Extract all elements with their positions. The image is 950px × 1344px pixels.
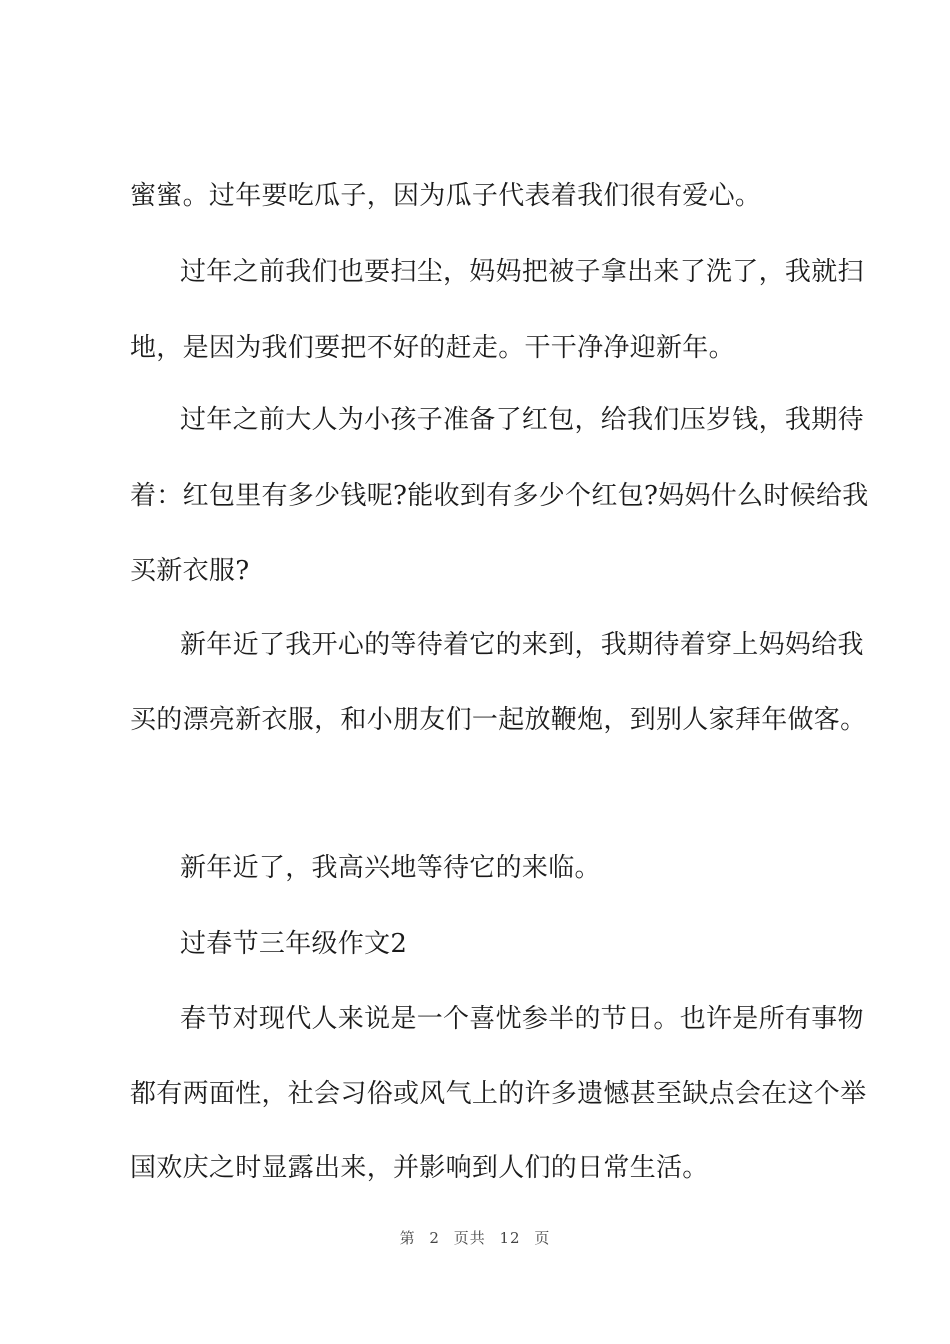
paragraph-2-line-2: 地，是因为我们要把不好的赶走。干干净净迎新年。 bbox=[130, 333, 735, 363]
paragraph-3-line-2: 着：红包里有多少钱呢?能收到有多少个红包?妈妈什么时候给我 bbox=[130, 481, 869, 511]
paragraph-5-line-1: 新年近了，我高兴地等待它的来临。 bbox=[180, 853, 601, 883]
paragraph-6-line-3: 国欢庆之时显露出来，并影响到人们的日常生活。 bbox=[130, 1153, 709, 1183]
paragraph-2-line-1: 过年之前我们也要扫尘，妈妈把被子拿出来了洗了，我就扫 bbox=[180, 257, 864, 287]
page-number-footer: 第 2 页共 12 页 bbox=[399, 1229, 551, 1247]
paragraph-3-line-1: 过年之前大人为小孩子准备了红包，给我们压岁钱，我期待 bbox=[180, 405, 864, 435]
paragraph-4-line-2: 买的漂亮新衣服，和小朋友们一起放鞭炮，到别人家拜年做客。 bbox=[130, 705, 867, 735]
section-heading: 过春节三年级作文2 bbox=[180, 929, 408, 959]
paragraph-6-line-1: 春节对现代人来说是一个喜忧参半的节日。也许是所有事物 bbox=[180, 1004, 864, 1034]
paragraph-1-line-1: 蜜蜜。过年要吃瓜子，因为瓜子代表着我们很有爱心。 bbox=[130, 181, 762, 211]
paragraph-4-line-1: 新年近了我开心的等待着它的来到，我期待着穿上妈妈给我 bbox=[180, 630, 864, 660]
paragraph-3-line-3: 买新衣服? bbox=[130, 556, 250, 586]
paragraph-6-line-2: 都有两面性，社会习俗或风气上的许多遗憾甚至缺点会在这个举 bbox=[130, 1079, 867, 1109]
